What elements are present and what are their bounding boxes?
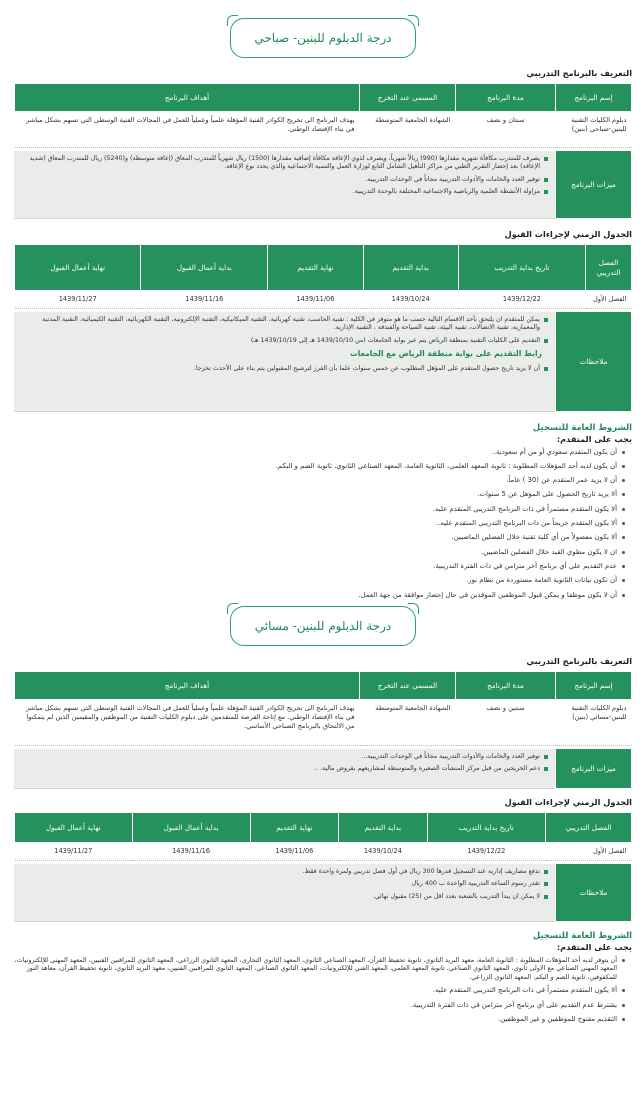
program-duration: سنتان و نصف [456, 112, 556, 148]
note-item: لا يمكن ان يبدأ التدريب بالشعبة بعدد اقل من (25) مقبول نهائي. [19, 893, 548, 902]
col-admission-end: نهاية أعمال القبول [15, 245, 141, 291]
program-name: دبلوم الكليات التقنية للبنين-صباحي (بنين) [556, 112, 632, 148]
evening-diploma-badge [230, 606, 416, 646]
condition-item: أن يتوفر لديه أحد المؤهلات المطلوبة : الثانوية العامة، معهد البريد الثانوي، ثانوية تحفيظ القرآن، المعهد الصناعي الثانوي، المعهد الثانوي التجاري، المعهد الثانوي الزراعي، المعهد الثانوي للمراقبين الفنيين، المعهد المهني للإلكترونيات، المعهد المهني الصناعي مع الاولى ثانوي، المعهد الثانوي الصناعي، ثانوية المعهد العلمي، المعهد الفني للإلكترونيات، المعهد الثانوي الصناعي، المعهد الثانوي للمراقبين الفنيين، معهد البريد الثانوي، ثانوية تحفيظ القرآن، معاهد النور للمكفوفين، ثانوية الصم و البكم، المعهد الثانوي الزراعي. [14, 956, 626, 982]
program-table [14, 671, 632, 746]
col-degree: المسمى عند التخرج [360, 84, 456, 112]
admission-start: 1439/11/16 [141, 291, 268, 309]
feature-item: دعم الخريجين من قبل مركز المنشآت الصغيرة والمتوسطة لمشاريعهم بقروض مالية. .. [19, 765, 548, 774]
condition-item: أن لا يزيد عمر المتقدم عن (30 ) عاماً. [14, 476, 626, 485]
term: الفصل الأول [546, 843, 632, 861]
admission-start: 1439/11/16 [132, 843, 250, 861]
condition-item: ألا يكون مفصولاً من أي كلية تقنية خلال الفصلين الماضيين. [14, 533, 626, 542]
conditions-heading: الشروط العامة للتسجيل [532, 422, 632, 433]
apply-end: 1439/11/06 [268, 291, 363, 309]
program-duration: سنتين و نصف [456, 700, 556, 746]
training-start: 1439/12/22 [427, 843, 545, 861]
col-degree: المسمى عند التخرج [360, 672, 456, 700]
features-label: ميزات البرنامج [556, 749, 632, 789]
schedule-table [14, 244, 632, 309]
morning-diploma-badge [230, 18, 416, 58]
features-table [14, 150, 632, 219]
schedule-table [14, 812, 632, 861]
program-intro-heading: التعريف بالبرنامج التدريبي [526, 68, 632, 78]
note-item: أن لا يزيد تاريخ حصول المتقدم على المؤهل المطلوب عن خمس سنوات علما بأن الفرز لترشيح المقبولين يتم بناء على الأحدث تخرجا. [19, 365, 548, 374]
riyadh-apply-link[interactable]: رابط التقديم على بوابة منطقة الرياض مع الجامعات [350, 349, 542, 359]
admission-end: 1439/11/27 [15, 291, 141, 309]
col-apply-end: نهاية التقديم [268, 245, 363, 291]
feature-item: توفير العدد والخامات والأدوات التدريبية مجاناً في الوحدات التدريبية... [19, 753, 548, 762]
condition-item: ألا يكون المتقدم مستمراً في ذات البرنامج التدريبي المتقدم عليه. [14, 505, 626, 514]
program-degree: الشهادة الجامعية المتوسطة [360, 700, 456, 746]
apply-start: 1439/10/24 [363, 291, 458, 309]
col-term: الفصل التدريبي [546, 813, 632, 843]
col-term: الفصل التدريبي [586, 245, 632, 291]
badge-title: درجة الدبلوم للبنين- صباحي [254, 30, 392, 45]
col-goals: أهداف البرنامج [15, 672, 360, 700]
program-goals: يهدف البرنامج الى تخريج الكوادر الفنية المؤهلة علمياً وعملياً للعمل في المجالات الفنية الوسطى التي تسهم بشكل مباشر في بناء الإقتصاد الوطني. مع إتاحة الفرصة للمتقدمين على دبلوم الكليات التقنية من الموظفين والمقيمين الذين لم يتمكنوا من الالتحاق بالبرنامج الصباحي الأساسي. [15, 700, 360, 746]
features-box [14, 151, 556, 219]
notes-table [14, 311, 632, 412]
schedule-heading: الجدول الزمني لإجراءات القبول [504, 229, 632, 240]
condition-item: أن يكون لديه أحد المؤهلات المطلوبة : ثانوية المعهد العلمي، الثانوية العامة، المعهد الصناعي الثانوي، ثانوية الصم و البكم. [14, 462, 626, 471]
col-admission-start: بداية أعمال القبول [132, 813, 250, 843]
notes-box [14, 864, 556, 922]
condition-item: يشترط عدم التقديم على أي برنامج آخر متزامن في ذات الفترة التدريبية. [14, 1001, 626, 1010]
notes-box [14, 312, 556, 412]
note-item: التقديم على الكليات التقنية بمنطقة الرياض يتم عبر بوابة الجامعات (من 1439/10/10 هـ إلى 1439/10/19 هـ) [19, 337, 548, 346]
features-label: ميزات البرنامج [556, 151, 632, 219]
feature-item: يصرف للمتدرب مكافأة شهرية مقدارها (990) ريالاً شهرياً، ويصرف لذوي الإعاقة مكافأة إضافية مقدارها (1500) ريال شهرياً للمتدرب المعاق (إعاقة متوسطة) و(5240) ريال للمتدرب المعاق (شديد الإعاقة) بعد إحضار التقرير الطبي من مراكز التأهيل الشامل التابع لوزارة العمل والتنمية الاجتماعية والذي يحدد نوع الإعاقة. [19, 155, 548, 172]
col-apply-start: بداية التقديم [363, 245, 458, 291]
feature-item: توفير العدد والخامات والأدوات التدريبية مجاناً في الوحدات التدريبية. [19, 176, 548, 185]
apply-end: 1439/11/06 [250, 843, 339, 861]
condition-item: ان لا يكون مطوي القيد خلال الفصلين الماضيين. [14, 548, 626, 557]
training-start: 1439/12/22 [458, 291, 585, 309]
feature-item: مزاولة الأنشطة العلمية والرياضية والاجتماعية المختلفة بالوحدة التدريبية. [19, 188, 548, 197]
features-table [14, 748, 632, 789]
conditions-list [14, 956, 632, 1025]
condition-item: أن تكون بيانات الثانوية العامة مستوردة من نظام نور. [14, 576, 626, 585]
col-duration: مدة البرنامج [456, 672, 556, 700]
note-item: يمكن للمتقدم ان يلتحق بأحد الاقسام التالية حسب ما هو متوفر في الكلية : تقنية الحاسب، تقنية كهربائية، التقنية الميكانيكية، التقنية الإلكترونية، التقنية الكهربائية، التقنية الكيميائية، التقنية المدنية والمعمارية، تقنية الاتصالات، تقنية البيئة، تقنية السياحة والفندقة ، التقنية الإدارية. [19, 316, 548, 333]
condition-item: ألا يكون المتقدم خريجاً من ذات البرنامج التدريبي المتقدم عليه.. [14, 519, 626, 528]
condition-item: ألا يكون المتقدم مستمراً في ذات البرنامج التدريبي المتقدم عليه. [14, 986, 626, 995]
program-degree: الشهادة الجامعية المتوسطة [360, 112, 456, 148]
condition-item: عدم التقديم على أي برنامج آخر متزامن في ذات الفترة التدريبية. [14, 562, 626, 571]
notes-label: ملاحظات [556, 864, 632, 922]
col-training-start: تاريخ بداية التدريب [458, 245, 585, 291]
col-program-name: إسم البرنامج [556, 84, 632, 112]
col-admission-end: نهاية أعمال القبول [15, 813, 133, 843]
features-box [14, 749, 556, 789]
col-duration: مدة البرنامج [456, 84, 556, 112]
program-table [14, 83, 632, 148]
col-apply-end: نهاية التقديم [250, 813, 339, 843]
conditions-list [14, 448, 632, 600]
badge-title: درجة الدبلوم للبنين- مسائي [254, 618, 392, 633]
conditions-heading: الشروط العامة للتسجيل [532, 930, 632, 941]
notes-label: ملاحظات [556, 312, 632, 412]
notes-table [14, 863, 632, 922]
note-item: تقدر رسوم الساعة التدريبية الواحدة ب 400 ريال [19, 880, 548, 889]
col-admission-start: بداية أعمال القبول [141, 245, 268, 291]
note-item: تدفع مصاريف إدارية عند التسجيل قدرها 300 ريال في أول فصل تدريبي ولمرة واحدة فقط. [19, 868, 548, 877]
term: الفصل الأول [586, 291, 632, 309]
condition-item: أن لا يكون موظفا و يمكن قبول الموظفين الموفدين في حال إحضار موافقة من جهة العمل. [14, 591, 626, 600]
program-goals: يهدف البرنامج الى تخريج الكوادر الفنية المؤهلة علمياً وعملياً للعمل في المجالات الفنية الوسطى التي تسهم بشكل مباشر في بناء الإقتصاد الوطني. [15, 112, 360, 148]
col-apply-start: بداية التقديم [339, 813, 428, 843]
admission-end: 1439/11/27 [15, 843, 133, 861]
apply-start: 1439/10/24 [339, 843, 428, 861]
condition-item: أن يكون المتقدم سعودي أو من أم سعودية.. [14, 448, 626, 457]
col-training-start: تاريخ بداية التدريب [427, 813, 545, 843]
program-name: دبلوم الكليات التقنية للبنين-مسائي (بنين) [556, 700, 632, 746]
schedule-heading: الجدول الزمني لإجراءات القبول [504, 797, 632, 808]
col-goals: أهداف البرنامج [15, 84, 360, 112]
must-heading: يجب على المتقدم: [556, 434, 632, 445]
condition-item: ألا يزيد تاريخ الحصول على المؤهل عن 5 سنوات. [14, 490, 626, 499]
program-intro-heading: التعريف بالبرنامج التدريبي [526, 655, 632, 666]
col-program-name: إسم البرنامج [556, 672, 632, 700]
must-heading: يجب على المتقدم: [556, 942, 632, 953]
condition-item: التقديم مفتوح للموظفين و غير الموظفين. [14, 1015, 626, 1024]
